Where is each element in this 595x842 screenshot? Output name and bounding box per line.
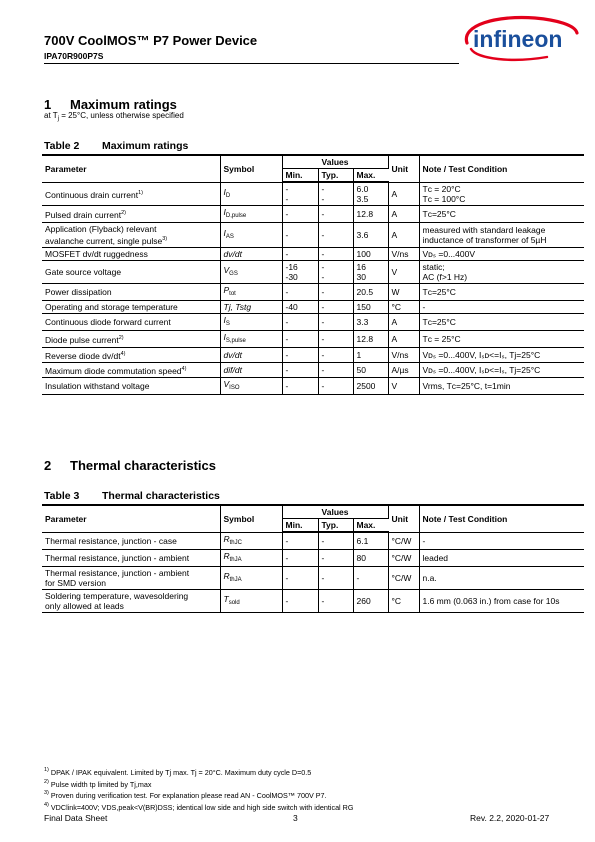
cell-symbol: dv/dt	[220, 248, 282, 261]
cell-typ: -	[318, 589, 353, 612]
cell-unit: °C/W	[388, 566, 419, 589]
cell-max: 80	[353, 549, 388, 566]
cell-note: Vᴅₛ =0...400V	[419, 248, 584, 261]
cell-min: -	[282, 348, 318, 363]
cell-symbol: dif/dt	[220, 363, 282, 378]
col-header-unit: Unit	[388, 505, 419, 532]
section-1-title: Maximum ratings	[70, 97, 177, 112]
section-1-number: 1	[44, 97, 52, 112]
cell-min: -	[282, 532, 318, 549]
table-row	[42, 223, 584, 248]
header-divider	[44, 63, 459, 64]
cell-typ: - -	[318, 261, 353, 284]
section-1-note: at $T_j = 25^\circ C$, unless otherwise specified	[44, 111, 184, 122]
section-2-heading	[44, 458, 216, 473]
cell-min: -	[282, 223, 318, 248]
table-row	[42, 284, 584, 301]
cell-min: -	[282, 206, 318, 223]
footnote: $^{1)}$ DPAK / IPAK equivalent. Limited by Tj max. Tj = 20°C. Maximum duty cycle D=0.5	[44, 767, 312, 777]
cell-unit: A/µs	[388, 363, 419, 378]
footnote: $^{2)}$ Pulse width tp limited by Tj,max	[44, 778, 152, 789]
cell-min: -	[282, 566, 318, 589]
cell-parameter: Application (Flyback) relevant avalanche current, single pulse$^{3)}$	[42, 223, 220, 248]
cell-unit: V/ns	[388, 348, 419, 363]
cell-max: 3.3	[353, 314, 388, 331]
cell-parameter: Reverse diode $dv/dt^{4)}$	[42, 348, 220, 363]
cell-note: Tᴄ=25°C	[419, 314, 584, 331]
cell-typ: -	[318, 223, 353, 248]
cell-max: 12.8	[353, 206, 388, 223]
cell-note: 1.6 mm (0.063 in.) from case for 10s	[419, 589, 584, 612]
cell-typ: -	[318, 331, 353, 348]
cell-min: -	[282, 549, 318, 566]
table-row	[42, 301, 584, 314]
col-header-parameter: Parameter	[42, 505, 220, 532]
cell-min: -16 -30	[282, 261, 318, 284]
cell-max: 1	[353, 348, 388, 363]
cell-parameter: Thermal resistance, junction - case	[42, 532, 220, 549]
thermal-characteristics-table	[42, 504, 584, 613]
cell-max: 12.8	[353, 331, 388, 348]
part-number: IPA70R900P7S	[44, 51, 104, 61]
cell-parameter: Thermal resistance, junction - ambient	[42, 549, 220, 566]
cell-unit: °C/W	[388, 532, 419, 549]
cell-parameter: Pulsed drain current$^{2)}$	[42, 206, 220, 223]
cell-typ: -	[318, 532, 353, 549]
cell-max: 2500	[353, 378, 388, 395]
cell-unit: A	[388, 182, 419, 206]
cell-max: 50	[353, 363, 388, 378]
cell-note: Vrms, Tᴄ=25°C, t=1min	[419, 378, 584, 395]
cell-typ: -	[318, 378, 353, 395]
cell-parameter: Power dissipation	[42, 284, 220, 301]
cell-symbol: $I_{S,pulse}$	[220, 331, 282, 348]
cell-symbol: $V_{ISO}$	[220, 378, 282, 395]
logo-wordmark: infineon	[473, 26, 563, 52]
page-number: 3	[293, 813, 298, 823]
col-header-values: Values	[282, 155, 388, 169]
col-header-unit: Unit	[388, 155, 419, 182]
cell-parameter: Continuous diode forward current	[42, 314, 220, 331]
cell-typ: -	[318, 363, 353, 378]
table-row	[42, 348, 584, 363]
cell-parameter: Thermal resistance, junction - ambient for SMD version	[42, 566, 220, 589]
col-header-min: Min.	[282, 169, 318, 183]
table-row	[42, 182, 584, 206]
table-row	[42, 314, 584, 331]
table-row	[42, 248, 584, 261]
table-3-body	[42, 532, 584, 612]
infineon-logo	[457, 13, 580, 65]
cell-note: Tᴄ=25°C	[419, 284, 584, 301]
cell-symbol: $I_{D,pulse}$	[220, 206, 282, 223]
cell-symbol: dv/dt	[220, 348, 282, 363]
cell-note: leaded	[419, 549, 584, 566]
cell-parameter: Insulation withstand voltage	[42, 378, 220, 395]
section-2-title: Thermal characteristics	[70, 458, 216, 473]
col-header-note: Note / Test Condition	[419, 505, 584, 532]
cell-max: -	[353, 566, 388, 589]
table-2-body	[42, 182, 584, 395]
footnotes	[44, 766, 544, 812]
cell-max: 150	[353, 301, 388, 314]
cell-note: static; AC (f>1 Hz)	[419, 261, 584, 284]
col-header-typ: Typ.	[318, 169, 353, 183]
cell-min: - -	[282, 182, 318, 206]
col-header-max: Max.	[353, 519, 388, 533]
table-2-caption: Table 2 Maximum ratings	[44, 140, 189, 152]
cell-note: -	[419, 532, 584, 549]
cell-note: -	[419, 301, 584, 314]
cell-unit: A	[388, 331, 419, 348]
cell-parameter: Continuous drain current$^{1)}$	[42, 182, 220, 206]
cell-parameter: Operating and storage temperature	[42, 301, 220, 314]
cell-typ: -	[318, 566, 353, 589]
footer-revision: Rev. 2.2, 2020-01-27	[470, 813, 550, 823]
cell-symbol: $P_{tot}$	[220, 284, 282, 301]
cell-symbol: $V_{GS}$	[220, 261, 282, 284]
cell-symbol: $I_S$	[220, 314, 282, 331]
cell-min: -	[282, 363, 318, 378]
cell-typ: -	[318, 248, 353, 261]
table-row	[42, 532, 584, 549]
table-row	[42, 589, 584, 612]
cell-unit: V/ns	[388, 248, 419, 261]
cell-parameter: Soldering temperature, wavesoldering only allowed at leads	[42, 589, 220, 612]
cell-unit: A	[388, 206, 419, 223]
cell-max: 100	[353, 248, 388, 261]
cell-typ: -	[318, 549, 353, 566]
cell-note: Tᴄ=25°C	[419, 206, 584, 223]
cell-unit: A	[388, 314, 419, 331]
cell-symbol: $R_{thJA}$	[220, 549, 282, 566]
cell-typ: -	[318, 206, 353, 223]
table-row	[42, 261, 584, 284]
table-row	[42, 206, 584, 223]
table-row	[42, 566, 584, 589]
cell-typ: -	[318, 348, 353, 363]
cell-min: -	[282, 378, 318, 395]
cell-max: 260	[353, 589, 388, 612]
cell-max: 6.0 3.5	[353, 182, 388, 206]
cell-typ: -	[318, 314, 353, 331]
col-header-typ: Typ.	[318, 519, 353, 533]
cell-min: -	[282, 248, 318, 261]
section-1-heading	[44, 97, 177, 112]
cell-min: -40	[282, 301, 318, 314]
cell-unit: V	[388, 261, 419, 284]
cell-parameter: MOSFET dv/dt ruggedness	[42, 248, 220, 261]
cell-parameter: Gate source voltage	[42, 261, 220, 284]
cell-unit: °C	[388, 589, 419, 612]
maximum-ratings-table	[42, 154, 584, 395]
footnote: $^{4)}$ VDClink=400V; VDS,peak<V(BR)DSS; identical low side and high side switch with identical RG	[44, 801, 354, 812]
footer-status: Final Data Sheet	[44, 813, 108, 823]
cell-parameter: Maximum diode commutation speed$^{4)}$	[42, 363, 220, 378]
cell-symbol: $R_{thJA}$	[220, 566, 282, 589]
cell-unit: °C	[388, 301, 419, 314]
cell-symbol: Tj, Tstg	[220, 301, 282, 314]
cell-parameter: Diode pulse current$^{2)}$	[42, 331, 220, 348]
table-row	[42, 549, 584, 566]
cell-typ: -	[318, 284, 353, 301]
cell-unit: V	[388, 378, 419, 395]
cell-typ: - -	[318, 182, 353, 206]
cell-note: measured with standard leakage inductance of transformer of 5µH	[419, 223, 584, 248]
cell-typ: -	[318, 301, 353, 314]
col-header-symbol: Symbol	[220, 505, 282, 532]
cell-max: 6.1	[353, 532, 388, 549]
cell-symbol: $I_{AS}$	[220, 223, 282, 248]
col-header-symbol: Symbol	[220, 155, 282, 182]
cell-symbol: $I_D$	[220, 182, 282, 206]
document-title: 700V CoolMOS™ P7 Power Device	[44, 33, 258, 48]
cell-min: -	[282, 284, 318, 301]
table-row	[42, 363, 584, 378]
cell-note: Vᴅₛ =0...400V, Iₛᴅ<=Iₛ, Tj=25°C	[419, 363, 584, 378]
cell-unit: °C/W	[388, 549, 419, 566]
cell-note: n.a.	[419, 566, 584, 589]
col-header-parameter: Parameter	[42, 155, 220, 182]
cell-max: 16 30	[353, 261, 388, 284]
col-header-max: Max.	[353, 169, 388, 183]
table-3-caption: Table 3 Thermal characteristics	[44, 490, 220, 502]
cell-note: Tᴄ = 25°C	[419, 331, 584, 348]
footnote: $^{3)}$ Proven during verification test. For explanation please read AN - CoolMOS™ 700V P7.	[44, 790, 327, 801]
cell-min: -	[282, 589, 318, 612]
cell-symbol: $R_{thJC}$	[220, 532, 282, 549]
cell-note: Tᴄ = 20°C Tᴄ = 100°C	[419, 182, 584, 206]
cell-min: -	[282, 314, 318, 331]
cell-unit: W	[388, 284, 419, 301]
cell-unit: A	[388, 223, 419, 248]
cell-note: Vᴅₛ =0...400V, Iₛᴅ<=Iₛ, Tj=25°C	[419, 348, 584, 363]
cell-min: -	[282, 331, 318, 348]
cell-max: 20.5	[353, 284, 388, 301]
col-header-note: Note / Test Condition	[419, 155, 584, 182]
table-row	[42, 331, 584, 348]
cell-symbol: $T_{sold}$	[220, 589, 282, 612]
col-header-values: Values	[282, 505, 388, 519]
col-header-min: Min.	[282, 519, 318, 533]
section-2-number: 2	[44, 458, 52, 473]
cell-max: 3.6	[353, 223, 388, 248]
table-row	[42, 378, 584, 395]
